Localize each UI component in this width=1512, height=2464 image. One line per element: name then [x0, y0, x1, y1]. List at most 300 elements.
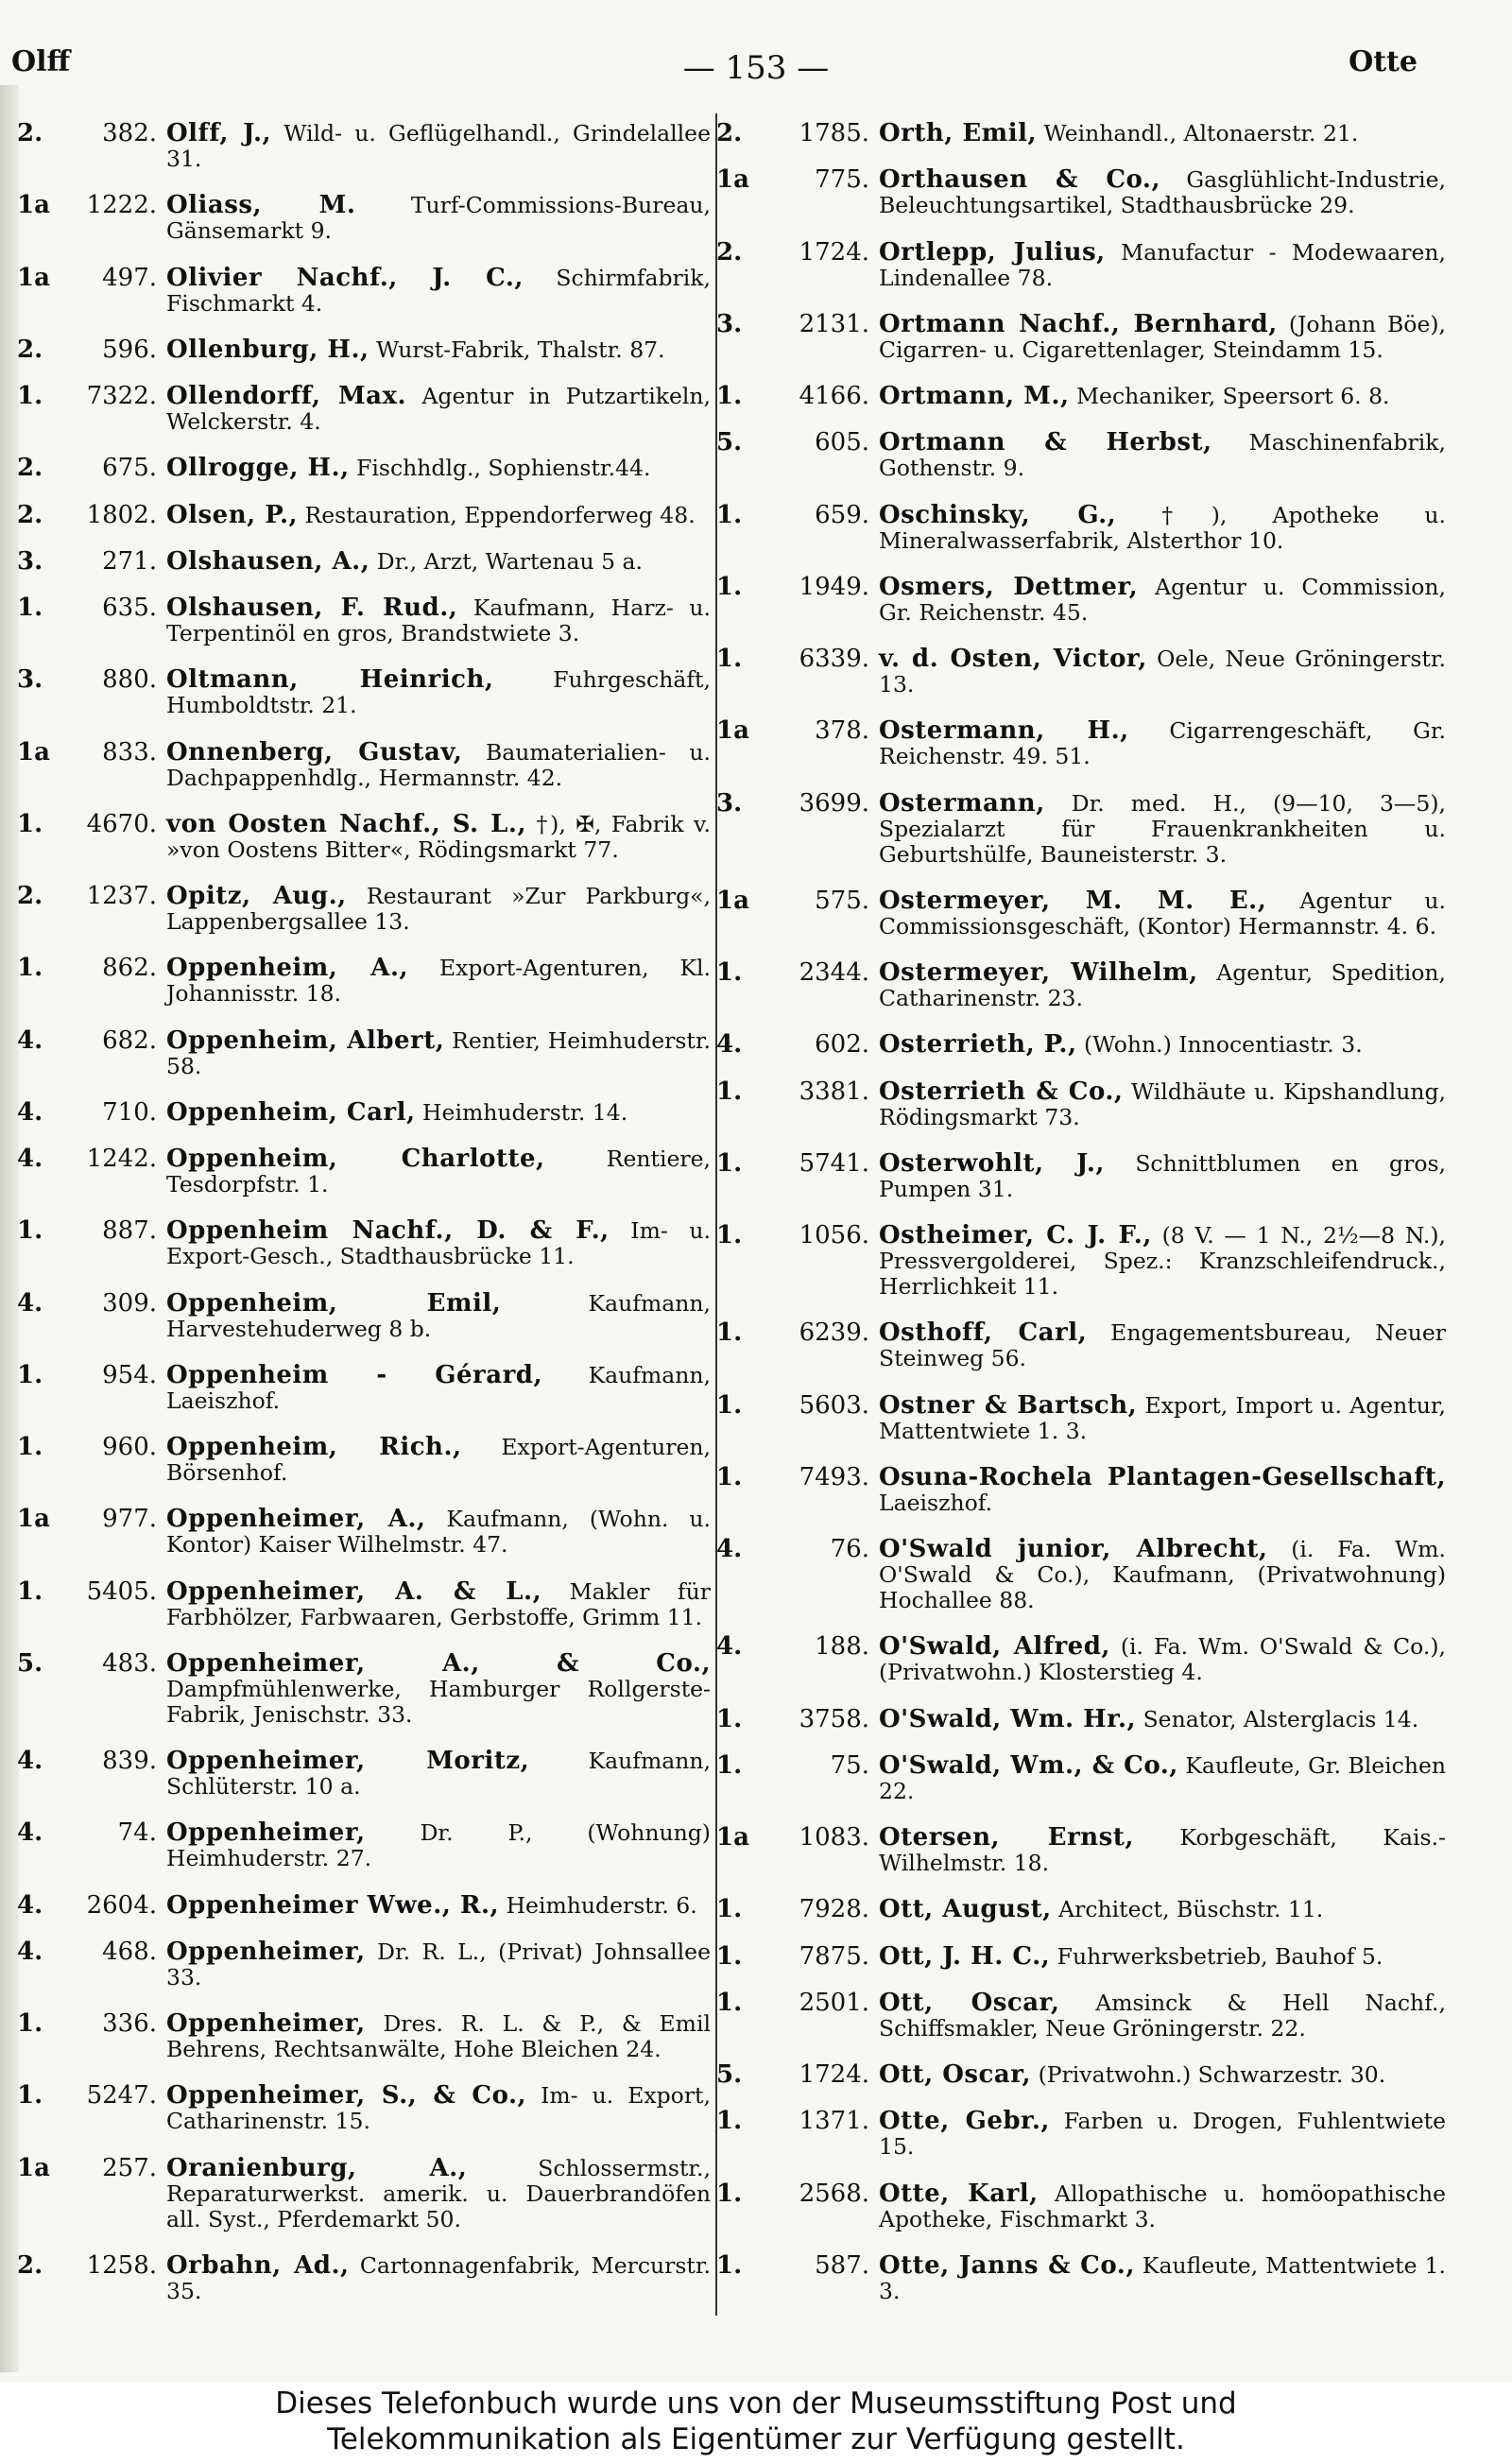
- exchange-code: 3.: [17, 665, 43, 695]
- exchange-code: 1.: [17, 1433, 43, 1461]
- entry-text: [166, 384, 716, 435]
- subscriber-details: Rentier, Heimhuderstr. 58.: [166, 1026, 711, 1079]
- phone-number: 74.: [117, 1818, 157, 1848]
- phone-number: 188.: [815, 1632, 869, 1662]
- exchange-code: 1.: [716, 1390, 743, 1420]
- phone-number: 977.: [102, 1505, 157, 1534]
- entry-text: [166, 1749, 716, 1800]
- subscriber-name: Otte, Gebr.,: [879, 2107, 1050, 2136]
- exchange-code: 1.: [716, 2250, 743, 2280]
- phone-number: 309.: [102, 1288, 157, 1318]
- entry-text: [166, 595, 716, 646]
- subscriber-name: Ollenburg, H.,: [166, 335, 369, 364]
- subscriber-details: Kaufleute, Gr. Bleichen 22.: [879, 1751, 1446, 1804]
- subscriber-name: Oppenheimer,: [166, 2009, 366, 2038]
- subscriber-details: †), Apotheke u. Mineralwasserfabrik, Alsterthor 10.: [879, 501, 1446, 554]
- subscriber-details: Wild- u. Geflügelhandl., Grindelallee 31.: [166, 120, 711, 172]
- directory-entry: [17, 263, 716, 317]
- subscriber-name: Orthausen & Co.,: [879, 165, 1161, 195]
- exchange-code: 1a: [17, 1505, 50, 1534]
- entry-text: [166, 2083, 716, 2134]
- phone-number: 7493.: [799, 1462, 869, 1491]
- directory-entry: [17, 1939, 716, 1990]
- entry-text: [879, 1704, 1472, 1733]
- running-head-right: Otte: [1349, 45, 1418, 78]
- directory-entry: [716, 888, 1472, 939]
- subscriber-details: Schnittblumen en gros, Pumpen 31.: [879, 1149, 1446, 1202]
- subscriber-details: Cigarrengeschäft, Gr. Reichenstr. 49. 51.: [879, 717, 1446, 770]
- subscriber-name: Olivier Nachf., J. C.,: [166, 263, 524, 292]
- entry-text: [879, 384, 1472, 409]
- phone-number: 839.: [102, 1747, 157, 1775]
- phone-number: 76.: [830, 1535, 869, 1563]
- subscriber-name: von Oosten Nachf., S. L.,: [166, 809, 527, 838]
- directory-entry: [17, 546, 716, 576]
- footer-line-1: Dieses Telefonbuch wurde uns von der Museumsstiftung Post und: [275, 2386, 1237, 2421]
- directory-entry: [17, 2250, 716, 2304]
- subscriber-name: Oranienburg, A.,: [166, 2153, 468, 2182]
- exchange-code: 1.: [716, 500, 743, 529]
- exchange-code: 1.: [716, 1750, 743, 1780]
- subscriber-details: Agentur in Putzartikeln, Welckerstr. 4.: [166, 383, 711, 435]
- directory-entry: [17, 500, 716, 529]
- subscriber-name: Osthoff, Carl,: [879, 1318, 1088, 1348]
- entry-text: [879, 1634, 1472, 1685]
- subscriber-details: Kaufmann, Harvestehuderweg 8 b.: [166, 1289, 711, 1342]
- phone-number: 2501.: [799, 1988, 869, 2017]
- subscriber-name: Oppenheimer, A.,: [166, 1505, 426, 1534]
- subscriber-details: Weinhandl., Altonaerstr. 21.: [1043, 120, 1359, 146]
- directory-entry: [716, 2109, 1472, 2160]
- phone-number: 7322.: [86, 382, 157, 410]
- exchange-code: 4.: [17, 1145, 43, 1173]
- phone-number: 6239.: [799, 1318, 869, 1348]
- subscriber-details: Dampfmühlenwerke, Hamburger Rollgerste-Fabrik, Jenischstr. 33.: [166, 1675, 711, 1728]
- subscriber-details: Export-Agenturen, Börsenhof.: [166, 1434, 711, 1486]
- phone-number: 2568.: [799, 2179, 869, 2208]
- subscriber-details: Export-Agenturen, Kl. Johannisstr. 18.: [166, 955, 711, 1008]
- exchange-code: 4.: [17, 1890, 43, 1920]
- entry-text: [166, 1648, 716, 1728]
- exchange-code: 2.: [17, 882, 43, 910]
- subscriber-name: O'Swald, Alfred,: [879, 1632, 1110, 1662]
- subscriber-details: Agentur u. Commissionsgeschäft, (Kontor) Hermannstr. 4. 6.: [879, 887, 1446, 939]
- subscriber-details: Heimhuderstr. 14.: [422, 1098, 628, 1126]
- subscriber-name: Osterwohlt, J.,: [879, 1148, 1105, 1178]
- phone-number: 880.: [102, 665, 157, 695]
- directory-entry: [716, 1897, 1472, 1922]
- exchange-code: 5.: [17, 1648, 43, 1678]
- exchange-code: 1.: [716, 1988, 743, 2017]
- subscriber-details: Oele, Neue Gröningerstr. 13.: [879, 646, 1446, 698]
- entry-text: [166, 2011, 716, 2062]
- directory-entry: [716, 167, 1472, 218]
- entry-text: [879, 1941, 1472, 1971]
- subscriber-details: Restaurant »Zur Parkburg«, Lappenbergsallee 13.: [166, 883, 711, 935]
- directory-entry: [716, 1079, 1472, 1130]
- footer-line-2: Telekommunikation als Eigentümer zur Verfügung gestellt.: [327, 2422, 1185, 2456]
- subscriber-name: Oppenheimer, Moritz,: [166, 1747, 530, 1775]
- subscriber-details: Dres. R. L. & P., & Emil Behrens, Rechtsanwälte, Hohe Bleichen 24.: [166, 2010, 711, 2062]
- exchange-code: 1.: [17, 2009, 43, 2038]
- subscriber-details: (i. Fa. Wm. O'Swald & Co.), (Privatwohn.) Klosterstieg 4.: [879, 1633, 1446, 1686]
- phone-number: 2344.: [799, 958, 869, 987]
- directory-entry: [17, 667, 716, 718]
- subscriber-name: Ostheimer, C. J. F.,: [879, 1221, 1152, 1249]
- directory-entry: [716, 1537, 1472, 1613]
- entry-text: [879, 1990, 1472, 2042]
- subscriber-name: Ortmann, M.,: [879, 382, 1070, 410]
- left-column: [17, 121, 716, 2304]
- exchange-code: 3.: [17, 546, 43, 576]
- entry-text: [879, 500, 1472, 554]
- directory-entry: [17, 121, 716, 172]
- phone-number: 954.: [102, 1360, 157, 1389]
- directory-entry: [716, 788, 1472, 868]
- entry-text: [166, 1579, 716, 1630]
- subscriber-name: Opitz, Aug.,: [166, 882, 347, 910]
- subscriber-name: Ortmann & Herbst,: [879, 428, 1212, 457]
- entry-text: [879, 1390, 1472, 1444]
- exchange-code: 1.: [716, 1221, 743, 1249]
- subscriber-name: O'Swald junior, Albrecht,: [879, 1535, 1268, 1563]
- subscriber-details: Baumaterialien- u. Dachpappenhdlg., Hermannstr. 42.: [166, 738, 711, 791]
- exchange-code: 3.: [716, 788, 743, 818]
- footer-note: [0, 2382, 1512, 2464]
- phone-number: 587.: [815, 2250, 869, 2280]
- entry-text: [879, 1079, 1472, 1130]
- subscriber-name: Oppenheimer,: [166, 1937, 366, 1966]
- phone-number: 4670.: [86, 809, 157, 838]
- subscriber-name: Ostermann,: [879, 788, 1045, 818]
- entry-text: [879, 309, 1472, 363]
- exchange-code: 4.: [17, 1025, 43, 1055]
- phone-number: 960.: [102, 1433, 157, 1461]
- subscriber-details: Wildhäute u. Kipshandlung, Rödingsmarkt 73.: [879, 1077, 1446, 1130]
- directory-entry: [17, 956, 716, 1007]
- directory-entry: [716, 2250, 1472, 2304]
- subscriber-details: Kaufmann, (Wohn. u. Kontor) Kaiser Wilhelmstr. 47.: [166, 1506, 711, 1559]
- phone-number: 7928.: [799, 1895, 869, 1924]
- exchange-code: 1.: [17, 954, 43, 983]
- directory-entry: [17, 1890, 716, 1920]
- subscriber-details: Kaufmann, Laeiszhof.: [166, 1361, 711, 1414]
- exchange-code: 1.: [716, 572, 743, 601]
- subscriber-details: Turf-Commissions-Bureau, Gänsemarkt 9.: [166, 192, 711, 245]
- directory-entry: [17, 1749, 716, 1800]
- phone-number: 1056.: [799, 1221, 869, 1249]
- directory-entry: [17, 193, 716, 244]
- subscriber-name: Ollrogge, H.,: [166, 454, 350, 483]
- entry-text: [879, 1320, 1472, 1371]
- subscriber-name: v. d. Osten, Victor,: [879, 645, 1147, 673]
- subscriber-details: Export, Import u. Agentur, Mattentwiete 1. 3.: [879, 1391, 1446, 1444]
- directory-entry: [17, 595, 716, 646]
- exchange-code: 1a: [716, 1823, 749, 1852]
- directory-entry: [17, 809, 716, 863]
- directory-entry: [716, 1825, 1472, 1876]
- directory-entry: [716, 960, 1472, 1011]
- entry-text: [879, 167, 1472, 218]
- directory-entry: [716, 1390, 1472, 1444]
- subscriber-details: Fischhdlg., Sophienstr.44.: [356, 455, 651, 482]
- entry-text: [166, 337, 716, 363]
- subscriber-name: Oppenheim, Rich.,: [166, 1433, 462, 1461]
- exchange-code: 2.: [17, 500, 43, 529]
- directory-entry: [17, 1146, 716, 1198]
- subscriber-name: Oppenheim, Carl,: [166, 1097, 416, 1127]
- phone-number: 1724.: [799, 237, 869, 267]
- subscriber-details: Dr. R. L., (Privat) Johnsallee 33.: [166, 1938, 711, 1990]
- subscriber-name: Ott, Oscar,: [879, 1988, 1060, 2017]
- subscriber-details: (Wohn.) Innocentiastr. 3.: [1084, 1031, 1363, 1059]
- subscriber-details: Gasglühlicht-Industrie, Beleuchtungsartikel, Stadthausbrücke 29.: [879, 166, 1446, 219]
- directory-entry: [716, 500, 1472, 554]
- directory-entry: [716, 1148, 1472, 1202]
- subscriber-name: Oppenheim Nachf., D. & F.,: [166, 1216, 610, 1246]
- exchange-code: 2.: [17, 335, 43, 364]
- directory-entry: [17, 1360, 716, 1414]
- subscriber-details: Manufactur - Modewaaren, Lindenallee 78.: [879, 238, 1446, 291]
- subscriber-name: Olshausen, A.,: [166, 546, 370, 576]
- exchange-code: 4.: [17, 1937, 43, 1966]
- subscriber-name: Oppenheim, Albert,: [166, 1025, 445, 1055]
- subscriber-name: Otte, Janns & Co.,: [879, 2250, 1135, 2280]
- subscriber-details: Dr., Arzt, Wartenau 5 a.: [376, 547, 643, 575]
- subscriber-details: Engagementsbureau, Neuer Steinweg 56.: [879, 1319, 1446, 1372]
- entry-text: [879, 430, 1472, 481]
- exchange-code: 1.: [716, 1941, 743, 1971]
- directory-entry: [17, 1218, 716, 1269]
- phone-number: 862.: [102, 954, 157, 983]
- subscriber-details: Laeiszhof.: [879, 1489, 993, 1516]
- subscriber-details: Kaufleute, Mattentwiete 1. 3.: [879, 2251, 1446, 2304]
- subscriber-name: Olff, J.,: [166, 119, 272, 147]
- phone-number: 605.: [815, 428, 869, 457]
- subscriber-details: (Johann Böe), Cigarren- u. Cigarettenlager, Steindamm 15.: [879, 310, 1446, 363]
- phone-number: 5603.: [799, 1390, 869, 1420]
- entry-text: [879, 1897, 1472, 1922]
- entry-text: [166, 737, 716, 791]
- entry-text: [166, 1288, 716, 1342]
- phone-number: 675.: [102, 454, 157, 483]
- exchange-code: 1.: [17, 382, 43, 410]
- entry-text: [879, 960, 1472, 1011]
- exchange-code: 2.: [17, 2250, 43, 2280]
- exchange-code: 1a: [17, 263, 50, 292]
- entry-text: [166, 884, 716, 935]
- entry-text: [879, 1032, 1472, 1058]
- subscriber-name: Oppenheim - Gérard,: [166, 1360, 543, 1389]
- exchange-code: 2.: [716, 119, 743, 147]
- subscriber-details: (i. Fa. Wm. O'Swald & Co.), Kaufmann, (Privatwohnung) Hochallee 88.: [879, 1536, 1446, 1613]
- subscriber-name: Osterrieth, P.,: [879, 1030, 1077, 1060]
- exchange-code: 1a: [716, 165, 749, 195]
- exchange-code: 5.: [716, 428, 743, 457]
- subscriber-details: Agentur u. Commission, Gr. Reichenstr. 45.: [879, 573, 1446, 626]
- subscriber-name: Orbahn, Ad.,: [166, 2250, 350, 2280]
- subscriber-name: Oppenheim, Emil,: [166, 1288, 502, 1318]
- subscriber-name: Ollendorff, Max.: [166, 382, 407, 410]
- exchange-code: 4.: [716, 1632, 743, 1662]
- subscriber-name: Oppenheim, A.,: [166, 954, 409, 983]
- directory-entry: [17, 337, 716, 363]
- entry-text: [166, 1360, 716, 1414]
- subscriber-details: Architect, Büschstr. 11.: [1058, 1896, 1324, 1923]
- exchange-code: 4.: [716, 1535, 743, 1563]
- subscriber-name: Orth, Emil,: [879, 119, 1037, 147]
- exchange-code: 4.: [716, 1030, 743, 1060]
- directory-entry: [17, 1288, 716, 1342]
- exchange-code: 1.: [716, 1462, 743, 1491]
- subscriber-details: Fuhrgeschäft, Humboldtstr. 21.: [166, 666, 711, 719]
- directory-entry: [716, 1750, 1472, 1804]
- entry-text: [166, 956, 716, 1007]
- subscriber-details: Kaufmann, Schlüterstr. 10 a.: [166, 1748, 711, 1800]
- entry-text: [166, 1097, 716, 1127]
- phone-number: 271.: [102, 546, 157, 576]
- phone-number: 468.: [102, 1937, 157, 1966]
- entry-text: [166, 809, 716, 863]
- phone-number: 4166.: [799, 382, 869, 410]
- subscriber-name: Ott, August,: [879, 1895, 1052, 1924]
- phone-number: 497.: [102, 263, 157, 292]
- subscriber-name: O'Swald, Wm. Hr.,: [879, 1704, 1137, 1733]
- exchange-code: 3.: [716, 309, 743, 338]
- entry-text: [166, 1939, 716, 1990]
- subscriber-details: Schirmfabrik, Fischmarkt 4.: [166, 264, 711, 317]
- exchange-code: 4.: [17, 1747, 43, 1775]
- exchange-code: 2.: [17, 454, 43, 483]
- phone-number: 3381.: [799, 1077, 869, 1106]
- phone-number: 2604.: [86, 1890, 157, 1920]
- exchange-code: 1.: [17, 1216, 43, 1246]
- subscriber-name: Oliass, M.: [166, 191, 356, 220]
- subscriber-name: Oppenheim, Charlotte,: [166, 1145, 545, 1173]
- phone-number: 1258.: [86, 2250, 157, 2280]
- phone-number: 336.: [102, 2009, 157, 2038]
- subscriber-details: Mechaniker, Speersort 6. 8.: [1076, 383, 1390, 409]
- directory-entry: [17, 2153, 716, 2232]
- phone-number: 775.: [815, 165, 869, 195]
- subscriber-details: Korbgeschäft, Kais.-Wilhelmstr. 18.: [879, 1824, 1446, 1876]
- exchange-code: 1a: [716, 886, 749, 915]
- subscriber-name: Olshausen, F. Rud.,: [166, 594, 458, 622]
- exchange-code: 4.: [17, 1288, 43, 1318]
- directory-entry: [17, 1820, 716, 1871]
- phone-number: 1785.: [799, 119, 869, 147]
- phone-number: 682.: [102, 1025, 157, 1055]
- phone-number: 2131.: [799, 309, 869, 338]
- running-head-left: Olff: [11, 45, 71, 78]
- subscriber-details: †), ✠, Fabrik v. »von Oostens Bitter«, Rödingsmarkt 77.: [166, 810, 711, 863]
- exchange-code: 1.: [17, 809, 43, 838]
- directory-entry: [716, 1032, 1472, 1058]
- phone-number: 257.: [102, 2153, 157, 2182]
- subscriber-name: Ostner & Bartsch,: [879, 1390, 1138, 1420]
- directory-entry: [716, 121, 1472, 146]
- entry-text: [166, 121, 716, 172]
- entry-text: [879, 1223, 1472, 1300]
- subscriber-details: Restauration, Eppendorferweg 48.: [304, 501, 696, 528]
- phone-number: 5247.: [86, 2081, 157, 2111]
- entry-text: [879, 121, 1472, 146]
- directory-entry: [716, 1223, 1472, 1300]
- phone-number: 602.: [815, 1030, 869, 1060]
- exchange-code: 1.: [716, 1077, 743, 1106]
- entry-text: [879, 788, 1472, 868]
- phone-number: 5741.: [799, 1148, 869, 1178]
- entry-text: [166, 1507, 716, 1558]
- subscriber-details: Wurst-Fabrik, Thalstr. 87.: [376, 336, 665, 363]
- phone-number: 1242.: [86, 1145, 157, 1173]
- directory-entry: [17, 1507, 716, 1558]
- subscriber-name: Oppenheimer, A., & Co.,: [166, 1648, 711, 1678]
- page-number: — 153 —: [682, 49, 830, 87]
- directory-entry: [716, 646, 1472, 698]
- directory-entry: [17, 1097, 716, 1127]
- directory-entry: [17, 1579, 716, 1630]
- subscriber-name: Oppenheimer,: [166, 1818, 366, 1848]
- directory-entry: [17, 1648, 716, 1728]
- subscriber-name: Oschinsky, G.,: [879, 500, 1117, 529]
- exchange-code: 1.: [716, 2107, 743, 2136]
- subscriber-name: Osmers, Dettmer,: [879, 572, 1139, 601]
- page-edge: [0, 85, 19, 2372]
- entry-text: [166, 1890, 716, 1920]
- subscriber-name: Ortlepp, Julius,: [879, 237, 1106, 267]
- directory-entry: [716, 1704, 1472, 1733]
- subscriber-name: Osuna-Rochela Plantagen-Gesellschaft,: [879, 1462, 1446, 1491]
- directory-entry: [17, 1025, 716, 1079]
- exchange-code: 1a: [716, 716, 749, 746]
- subscriber-details: Allopathische u. homöopathische Apotheke, Fischmarkt 3.: [879, 2180, 1446, 2232]
- subscriber-details: Fuhrwerksbetrieb, Bauhof 5.: [1057, 1942, 1383, 1970]
- phone-number: 1949.: [799, 572, 869, 601]
- phone-number: 3699.: [799, 788, 869, 818]
- directory-entry: [17, 737, 716, 791]
- entry-text: [879, 2109, 1472, 2160]
- right-column: [716, 121, 1472, 2304]
- exchange-code: 1.: [17, 1577, 43, 1606]
- subscriber-name: Oltmann, Heinrich,: [166, 665, 494, 695]
- subscriber-name: Ott, Oscar,: [879, 2060, 1032, 2089]
- entry-text: [166, 1435, 716, 1486]
- subscriber-details: Schlossermstr., Reparaturwerkst. amerik. u. Dauerbrandöfen all. Syst., Pferdemarkt 50.: [166, 2154, 711, 2232]
- exchange-code: 4.: [17, 1097, 43, 1127]
- directory-entry: [17, 2083, 716, 2134]
- exchange-code: 2.: [17, 119, 43, 147]
- phone-number: 1724.: [799, 2060, 869, 2089]
- directory-entry: [17, 1435, 716, 1486]
- phone-number: 6339.: [799, 645, 869, 673]
- exchange-code: 1.: [716, 1148, 743, 1178]
- phone-number: 1083.: [799, 1823, 869, 1852]
- phone-number: 483.: [102, 1648, 157, 1678]
- exchange-code: 1.: [716, 1704, 743, 1733]
- phone-number: 1237.: [86, 882, 157, 910]
- directory-entry: [716, 309, 1472, 363]
- exchange-code: 1a: [17, 737, 50, 767]
- subscriber-name: Ostermeyer, Wilhelm,: [879, 958, 1198, 987]
- directory-entry: [716, 1462, 1472, 1516]
- exchange-code: 1.: [17, 594, 43, 622]
- directory-entry: [17, 884, 716, 935]
- entry-text: [166, 667, 716, 718]
- phone-number: 659.: [815, 500, 869, 529]
- directory-entry: [716, 2062, 1472, 2088]
- directory-entry: [716, 430, 1472, 481]
